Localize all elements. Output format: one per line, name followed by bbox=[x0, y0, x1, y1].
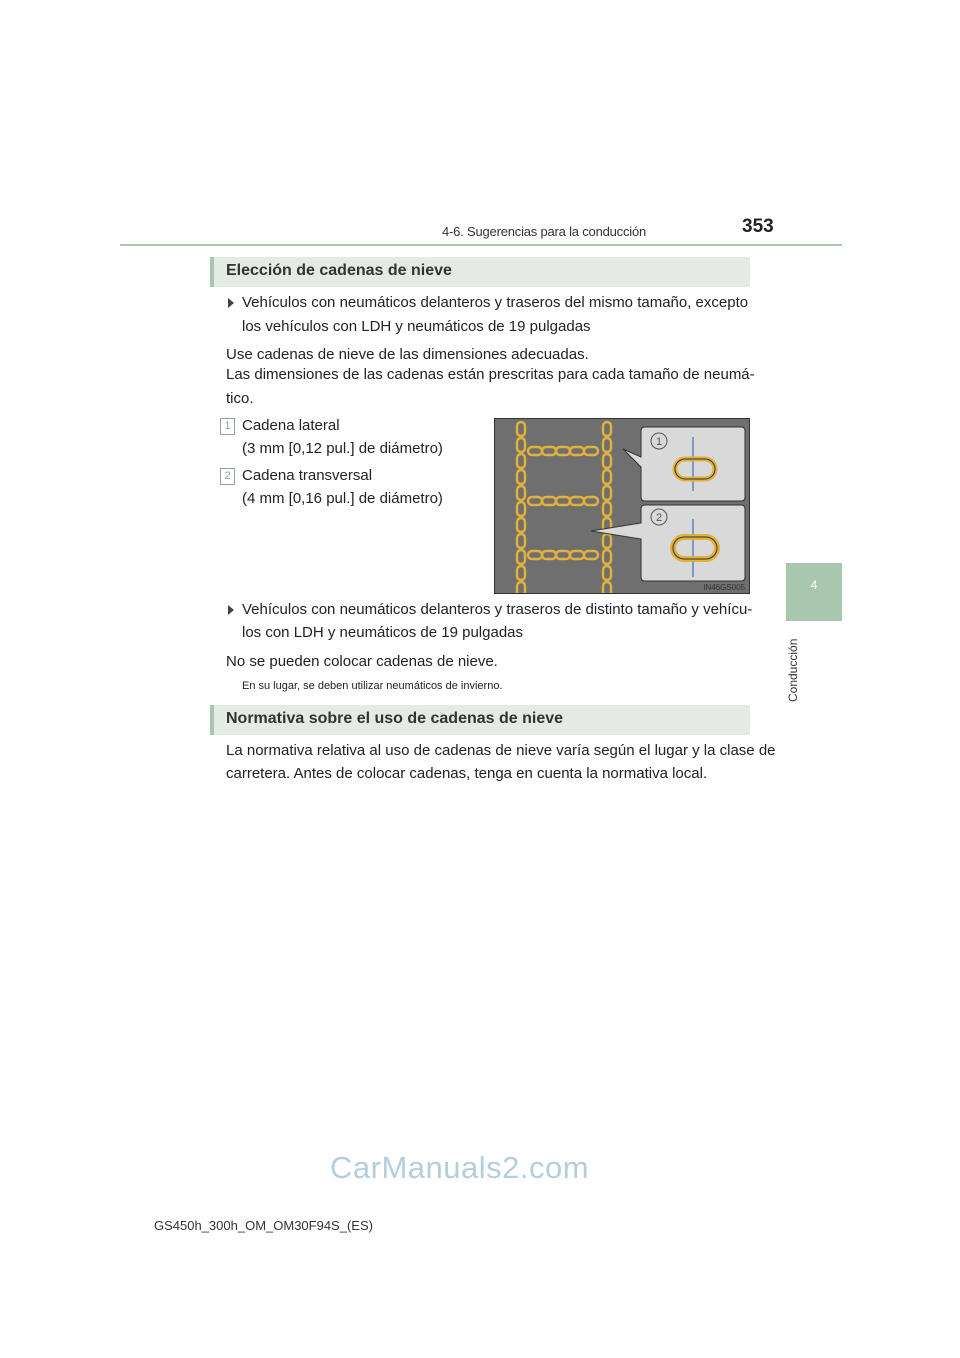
bullet-triangle-icon bbox=[228, 605, 234, 615]
chain-cross-rungs bbox=[528, 447, 598, 559]
bullet-text-line: los con LDH y neumáticos de 19 pulgadas bbox=[242, 624, 524, 641]
chapter-number: 4 bbox=[810, 578, 818, 592]
chapter-label bbox=[784, 630, 804, 705]
paragraph-line: tico. bbox=[226, 390, 254, 407]
bullet-text-line: Vehículos con neumáticos delanteros y traseros de distinto tamaño y vehícu- bbox=[242, 601, 753, 618]
manual-code: GS450h_300h_OM_OM30F94S_(ES) bbox=[154, 1218, 373, 1233]
page-number: 353 bbox=[742, 216, 774, 237]
watermark: CarManuals2.com bbox=[330, 1150, 590, 1185]
figure-code: IN46GS005 bbox=[703, 583, 745, 592]
item-number-badge: 1 bbox=[220, 418, 235, 435]
callout-panel-cross-chain bbox=[591, 505, 745, 581]
section-title-bar bbox=[210, 257, 750, 287]
header-divider bbox=[120, 244, 842, 246]
note-text: En su lugar, se deben utilizar neumáticos de invierno. bbox=[242, 680, 503, 692]
bullet-triangle-icon bbox=[228, 298, 234, 308]
section-path: 4-6. Sugerencias para la conducción bbox=[442, 224, 647, 239]
paragraph-line: No se pueden colocar cadenas de nieve. bbox=[226, 653, 498, 670]
item-detail: (3 mm [0,12 pul.] de diámetro) bbox=[242, 440, 443, 457]
paragraph-line: La normativa relativa al uso de cadenas de nieve varía según el lugar y la clase de bbox=[226, 742, 776, 759]
section-title-bar bbox=[210, 705, 750, 735]
item-detail: (4 mm [0,16 pul.] de diámetro) bbox=[242, 490, 443, 507]
bullet-text-line: los vehículos con LDH y neumáticos de 19 pulgadas bbox=[242, 318, 591, 335]
snow-chain-illustration bbox=[495, 419, 750, 594]
section-title: Normativa sobre el uso de cadenas de nieve bbox=[226, 710, 564, 727]
item-label: Cadena lateral bbox=[242, 417, 340, 434]
callout-panel-side-chain bbox=[623, 427, 745, 501]
chain-left-side bbox=[517, 422, 525, 594]
chain-right-side bbox=[603, 422, 611, 594]
figure-callout-1: 1 bbox=[655, 436, 663, 448]
paragraph-line: carretera. Antes de colocar cadenas, tenga en cuenta la normativa local. bbox=[226, 765, 708, 782]
section-title: Elección de cadenas de nieve bbox=[226, 262, 452, 279]
paragraph-line: Las dimensiones de las cadenas están prescritas para cada tamaño de neumá- bbox=[226, 366, 755, 383]
chapter-label-text: Conducción bbox=[786, 638, 800, 702]
paragraph-line: Use cadenas de nieve de las dimensiones adecuadas. bbox=[226, 346, 589, 363]
item-label: Cadena transversal bbox=[242, 467, 373, 484]
snow-chain-figure bbox=[494, 418, 750, 594]
item-number-badge: 2 bbox=[220, 468, 235, 485]
figure-callout-2: 2 bbox=[655, 512, 663, 524]
chapter-tab[interactable] bbox=[786, 563, 842, 621]
bullet-text-line: Vehículos con neumáticos delanteros y traseros del mismo tamaño, excepto bbox=[242, 294, 749, 311]
